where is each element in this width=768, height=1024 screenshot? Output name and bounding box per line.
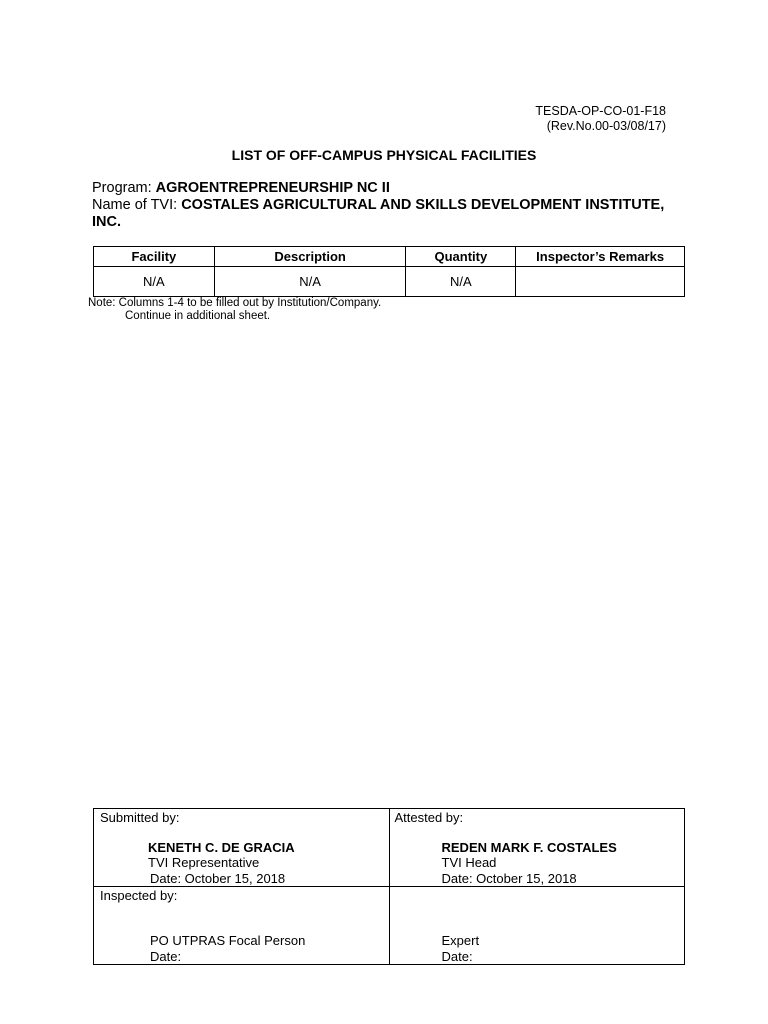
attested-by-date: Date: October 15, 2018: [441, 871, 577, 886]
tvi-label: Name of TVI:: [92, 197, 178, 213]
column-header-quantity: Quantity: [406, 247, 516, 267]
submitted-by-cell: [94, 809, 390, 887]
note: [88, 297, 381, 323]
tvi-line: [92, 197, 692, 231]
expert-cell: [389, 887, 685, 965]
table-header-row: [94, 247, 685, 267]
attested-by-name: REDEN MARK F. COSTALES: [441, 840, 617, 855]
inspected-by-date: Date:: [150, 949, 182, 964]
signature-table: [93, 808, 685, 965]
form-code: TESDA-OP-CO-01-F18: [535, 104, 666, 118]
signature-row-1: [94, 809, 685, 887]
inspected-by-cell: [94, 887, 390, 965]
attested-by-role: TVI Head: [441, 855, 497, 870]
page-title: LIST OF OFF-CAMPUS PHYSICAL FACILITIES: [231, 147, 537, 163]
table-row: [94, 267, 685, 297]
expert-date: Date:: [441, 949, 473, 964]
program-line: [92, 180, 390, 196]
note-line-2: Continue in additional sheet.: [125, 310, 271, 322]
column-header-facility: Facility: [94, 247, 215, 267]
expert-role: Expert: [441, 933, 480, 948]
form-revision: (Rev.No.00-03/08/17): [546, 119, 666, 133]
program-value: AGROENTREPRENEURSHIP NC II: [155, 180, 390, 196]
signature-row-2: [94, 887, 685, 965]
facilities-table: [93, 246, 685, 297]
cell-inspector-remarks: [516, 267, 685, 297]
submitted-by-label: Submitted by:: [100, 810, 180, 825]
tvi-value: COSTALES AGRICULTURAL AND SKILLS DEVELOPMENT INSTITUTE, INC.: [92, 197, 665, 230]
inspected-by-label: Inspected by:: [100, 888, 178, 903]
column-header-inspector-remarks: Inspector’s Remarks: [516, 247, 685, 267]
inspected-by-role: PO UTPRAS Focal Person: [150, 933, 306, 948]
program-label: Program:: [92, 180, 152, 196]
submitted-by-date: Date: October 15, 2018: [150, 871, 286, 886]
cell-quantity: N/A: [406, 267, 516, 297]
submitted-by-name: KENETH C. DE GRACIA: [148, 840, 295, 855]
attested-by-label: Attested by:: [394, 810, 464, 825]
column-header-description: Description: [214, 247, 406, 267]
cell-description: N/A: [214, 267, 406, 297]
submitted-by-role: TVI Representative: [148, 855, 260, 870]
note-line-1: Note: Columns 1-4 to be filled out by Institution/Company.: [88, 297, 382, 309]
cell-facility: N/A: [94, 267, 215, 297]
form-code-block: [535, 104, 666, 134]
attested-by-cell: [389, 809, 685, 887]
